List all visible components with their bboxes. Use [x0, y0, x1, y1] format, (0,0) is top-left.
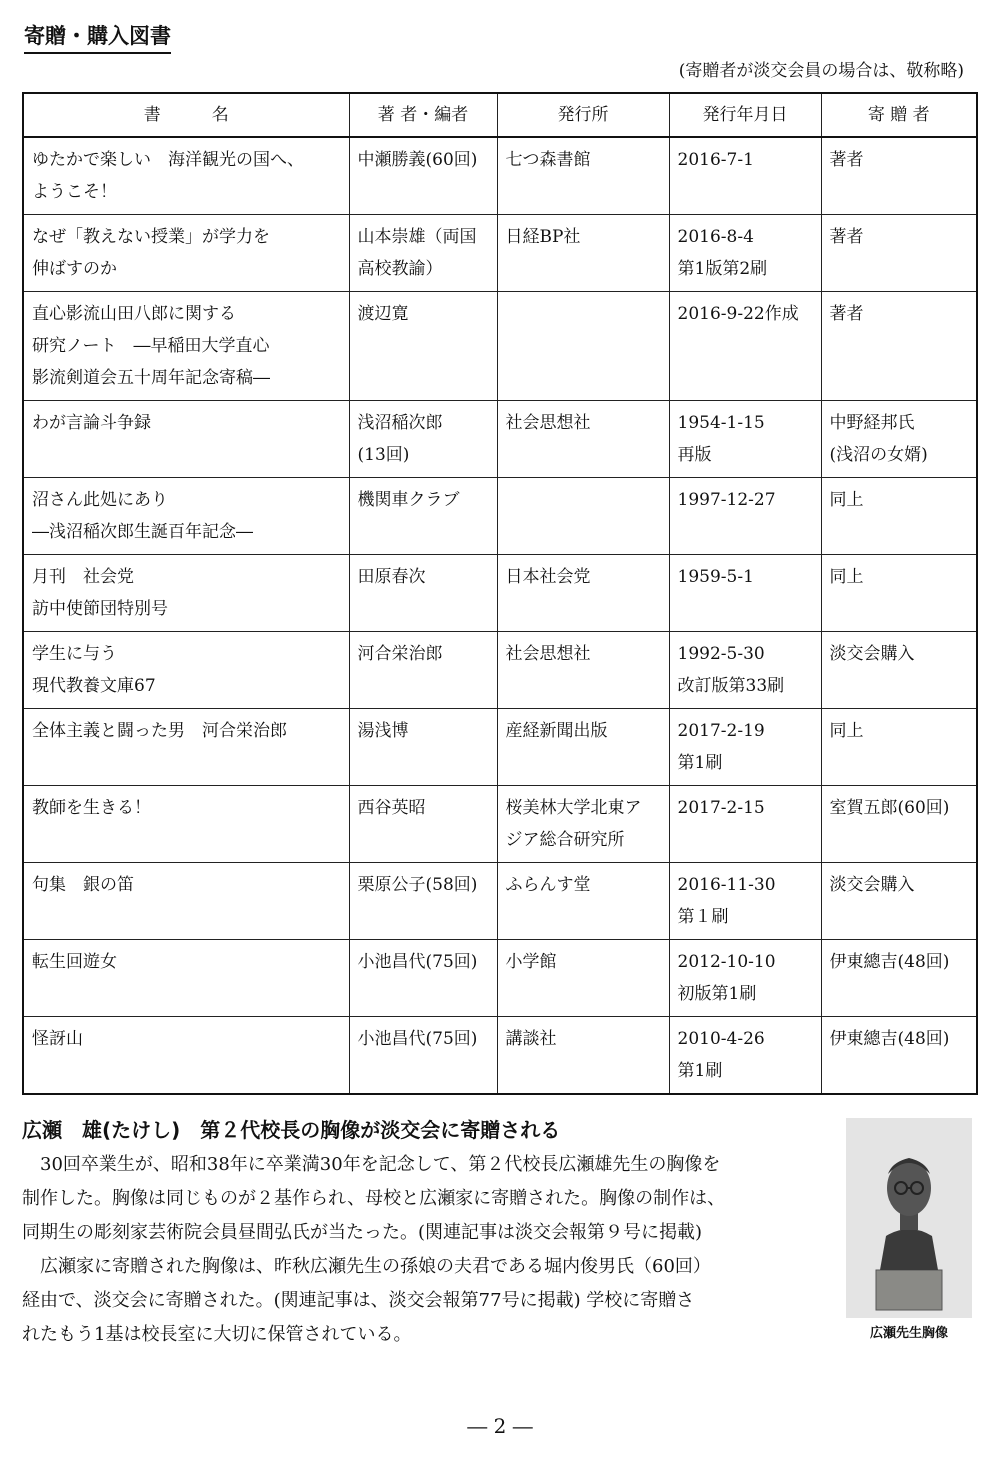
cell-title [23, 940, 349, 1017]
article-body [22, 1148, 834, 1352]
cell-text: なぜ「教えない授業」が学力を [32, 227, 270, 247]
books-table [22, 92, 978, 1095]
cell-text: 2012-10-10 [677, 952, 776, 972]
photo-caption: 広瀬先生胸像 [869, 1326, 948, 1341]
cell-text: 第1刷 [677, 753, 723, 773]
bust-photo-illustration [846, 1118, 972, 1318]
cell-text: 全体主義と闘った男 河合栄治郎 [32, 721, 287, 741]
article-paragraph-2 [22, 1250, 834, 1352]
cell-donor [821, 292, 977, 401]
cell-date [669, 137, 821, 215]
cell-text: 日本社会党 [505, 567, 591, 587]
cell-text: 1997-12-27 [677, 490, 776, 510]
cell-title [23, 1017, 349, 1095]
cell-text: 河合栄治郎 [357, 644, 443, 664]
cell-text: 第１刷 [677, 907, 729, 927]
cell-text: 栗原公子(58回) [357, 875, 478, 895]
cell-date [669, 786, 821, 863]
cell-text: 湯浅博 [357, 721, 409, 741]
cell-publisher [497, 1017, 669, 1095]
cell-title [23, 632, 349, 709]
cell-text: 初版第1刷 [677, 984, 757, 1004]
cell-text: 改訂版第33刷 [677, 676, 785, 696]
cell-text: 社会思想社 [505, 644, 591, 664]
cell-date [669, 940, 821, 1017]
cell-text: わが言論斗争録 [32, 413, 151, 433]
cell-text: 伸ばすのか [32, 259, 117, 279]
cell-text: 伊東總吉(48回) [829, 952, 950, 972]
cell-title [23, 401, 349, 478]
table-row [23, 401, 977, 478]
cell-text: 田原春次 [357, 567, 426, 587]
cell-text: ―浅沼稲次郎生誕百年記念― [32, 522, 253, 542]
cell-donor [821, 478, 977, 555]
cell-donor [821, 863, 977, 940]
cell-donor [821, 1017, 977, 1095]
cell-text: 2016-8-4 [677, 227, 754, 247]
text-line: 広瀬家に寄贈された胸像は、昨秋広瀬先生の孫娘の夫君である堀内俊男氏（60回） [22, 1256, 711, 1277]
col-header-donor: 寄 贈 者 [821, 93, 977, 137]
cell-text: (13回) [357, 445, 410, 465]
cell-publisher [497, 292, 669, 401]
cell-text: 中野経邦氏 [829, 413, 915, 433]
cell-date [669, 215, 821, 292]
cell-date [669, 863, 821, 940]
col-header-title: 書 名 [23, 93, 349, 137]
page-number: ― 2 ― [467, 1414, 533, 1438]
table-row [23, 709, 977, 786]
cell-donor [821, 401, 977, 478]
cell-text: 2016-7-1 [677, 150, 754, 170]
cell-text: 著者 [829, 227, 864, 247]
cell-text: 山本崇雄（両国 [357, 227, 477, 247]
cell-text: 現代教養文庫67 [32, 676, 156, 696]
table-row [23, 555, 977, 632]
cell-author [349, 940, 497, 1017]
cell-text: 淡交会購入 [829, 644, 915, 664]
cell-author [349, 786, 497, 863]
cell-text: 転生回遊女 [32, 952, 117, 972]
cell-author [349, 215, 497, 292]
cell-title [23, 863, 349, 940]
cell-text: 影流剣道会五十周年記念寄稿― [32, 368, 270, 388]
cell-author [349, 709, 497, 786]
col-header-date: 発行年月日 [669, 93, 821, 137]
cell-text: 小池昌代(75回) [357, 1029, 478, 1049]
cell-text: 社会思想社 [505, 413, 591, 433]
cell-author [349, 1017, 497, 1095]
cell-donor [821, 940, 977, 1017]
cell-text: 2010-4-26 [677, 1029, 765, 1049]
cell-text: 1992-5-30 [677, 644, 765, 664]
cell-donor [821, 709, 977, 786]
cell-publisher [497, 215, 669, 292]
article-paragraph-1 [22, 1148, 834, 1250]
cell-text: ジア総合研究所 [505, 830, 625, 850]
cell-text: 怪訝山 [32, 1029, 83, 1049]
cell-publisher [497, 478, 669, 555]
cell-text: 七つ森書館 [505, 150, 591, 170]
cell-title [23, 137, 349, 215]
cell-author [349, 401, 497, 478]
table-row [23, 137, 977, 215]
cell-author [349, 137, 497, 215]
cell-donor [821, 632, 977, 709]
cell-text: 句集 銀の笛 [32, 875, 134, 895]
cell-author [349, 632, 497, 709]
cell-publisher [497, 863, 669, 940]
cell-author [349, 478, 497, 555]
cell-text: 浅沼稲次郎 [357, 413, 443, 433]
text-line: 30回卒業生が、昭和38年に卒業満30年を記念して、第２代校長広瀬雄先生の胸像を [22, 1154, 721, 1175]
cell-text: 中瀬勝義(60回) [357, 150, 478, 170]
cell-text: 訪中使節団特別号 [32, 599, 168, 619]
cell-author [349, 555, 497, 632]
cell-text: ようこそ！ [32, 182, 117, 202]
cell-title [23, 786, 349, 863]
cell-publisher [497, 632, 669, 709]
text-line: れたもう1基は校長室に大切に保管されている。 [22, 1324, 412, 1345]
cell-donor [821, 786, 977, 863]
cell-date [669, 632, 821, 709]
cell-date [669, 401, 821, 478]
cell-date [669, 555, 821, 632]
cell-text: 淡交会購入 [829, 875, 915, 895]
cell-date [669, 1017, 821, 1095]
cell-publisher [497, 786, 669, 863]
cell-text: 機関車クラブ [357, 490, 460, 510]
cell-text: 渡辺寛 [357, 304, 409, 324]
cell-text: 教師を生きる！ [32, 798, 151, 818]
table-row [23, 632, 977, 709]
cell-text: 2016-9-22作成 [677, 304, 799, 324]
cell-text: 直心影流山田八郎に関する [32, 304, 236, 324]
table-row [23, 786, 977, 863]
cell-text: 小学館 [505, 952, 557, 972]
cell-text: 産経新聞出版 [505, 721, 608, 741]
cell-text: 同上 [829, 567, 864, 587]
cell-publisher [497, 401, 669, 478]
cell-title [23, 709, 349, 786]
honorific-note: (寄贈者が淡交会員の場合は、敬称略) [678, 61, 964, 81]
cell-title [23, 215, 349, 292]
cell-publisher [497, 555, 669, 632]
cell-text: ゆたかで楽しい 海洋観光の国へ、 [32, 150, 304, 170]
cell-text: 室賀五郎(60回) [829, 798, 950, 818]
cell-title [23, 555, 349, 632]
table-body [23, 137, 977, 1094]
cell-donor [821, 215, 977, 292]
text-line: 経由で、淡交会に寄贈された。(関連記事は、淡交会報第77号に掲載) 学校に寄贈さ [22, 1290, 695, 1311]
cell-publisher [497, 709, 669, 786]
cell-text: 2017-2-19 [677, 721, 765, 741]
cell-text: 1954-1-15 [677, 413, 765, 433]
section-heading: 寄贈・購入図書 [24, 20, 171, 54]
cell-text: 研究ノート ―早稲田大学直心 [32, 336, 270, 356]
table-row [23, 478, 977, 555]
table-row [23, 863, 977, 940]
cell-text: 桜美林大学北東ア [505, 798, 642, 818]
cell-donor [821, 137, 977, 215]
cell-text: 1959-5-1 [677, 567, 754, 587]
cell-text: 日経BP社 [505, 227, 581, 247]
cell-author [349, 292, 497, 401]
text-line: 制作した。胸像は同じものが２基作られ、母校と広瀬家に寄贈された。胸像の制作は、 [22, 1188, 726, 1209]
cell-text: 月刊 社会党 [32, 567, 134, 587]
cell-text: 第1刷 [677, 1061, 723, 1081]
cell-text: 著者 [829, 150, 864, 170]
cell-text: 再版 [677, 445, 712, 465]
cell-publisher [497, 137, 669, 215]
cell-title [23, 478, 349, 555]
cell-publisher [497, 940, 669, 1017]
table-header-row [23, 93, 977, 137]
cell-text: 第1版第2刷 [677, 259, 768, 279]
text-line: 同期生の彫刻家芸術院会員昼間弘氏が当たった。(関連記事は淡交会報第９号に掲載) [22, 1222, 703, 1243]
col-header-author: 著 者・編者 [349, 93, 497, 137]
cell-donor [821, 555, 977, 632]
cell-text: 2016-11-30 [677, 875, 776, 895]
article-title: 広瀬 雄(たけし) 第２代校長の胸像が淡交会に寄贈される [22, 1118, 561, 1142]
cell-text: 同上 [829, 721, 864, 741]
col-header-publisher: 発行所 [497, 93, 669, 137]
cell-text: 2017-2-15 [677, 798, 765, 818]
table-row [23, 940, 977, 1017]
cell-text: 西谷英昭 [357, 798, 426, 818]
cell-text: 講談社 [505, 1029, 557, 1049]
cell-date [669, 709, 821, 786]
cell-text: 同上 [829, 490, 864, 510]
table-row [23, 292, 977, 401]
table-row [23, 1017, 977, 1095]
cell-title [23, 292, 349, 401]
cell-text: ふらんす堂 [505, 875, 591, 895]
cell-text: 高校教諭） [357, 259, 443, 279]
cell-text: 伊東總吉(48回) [829, 1029, 950, 1049]
cell-author [349, 863, 497, 940]
table-row [23, 215, 977, 292]
cell-text: 学生に与う [32, 644, 117, 664]
cell-date [669, 292, 821, 401]
cell-text: 著者 [829, 304, 864, 324]
cell-text: 沼さん此処にあり [32, 490, 168, 510]
cell-text: (浅沼の女婿) [829, 445, 928, 465]
cell-text: 小池昌代(75回) [357, 952, 478, 972]
cell-date [669, 478, 821, 555]
bust-photo [846, 1118, 972, 1318]
